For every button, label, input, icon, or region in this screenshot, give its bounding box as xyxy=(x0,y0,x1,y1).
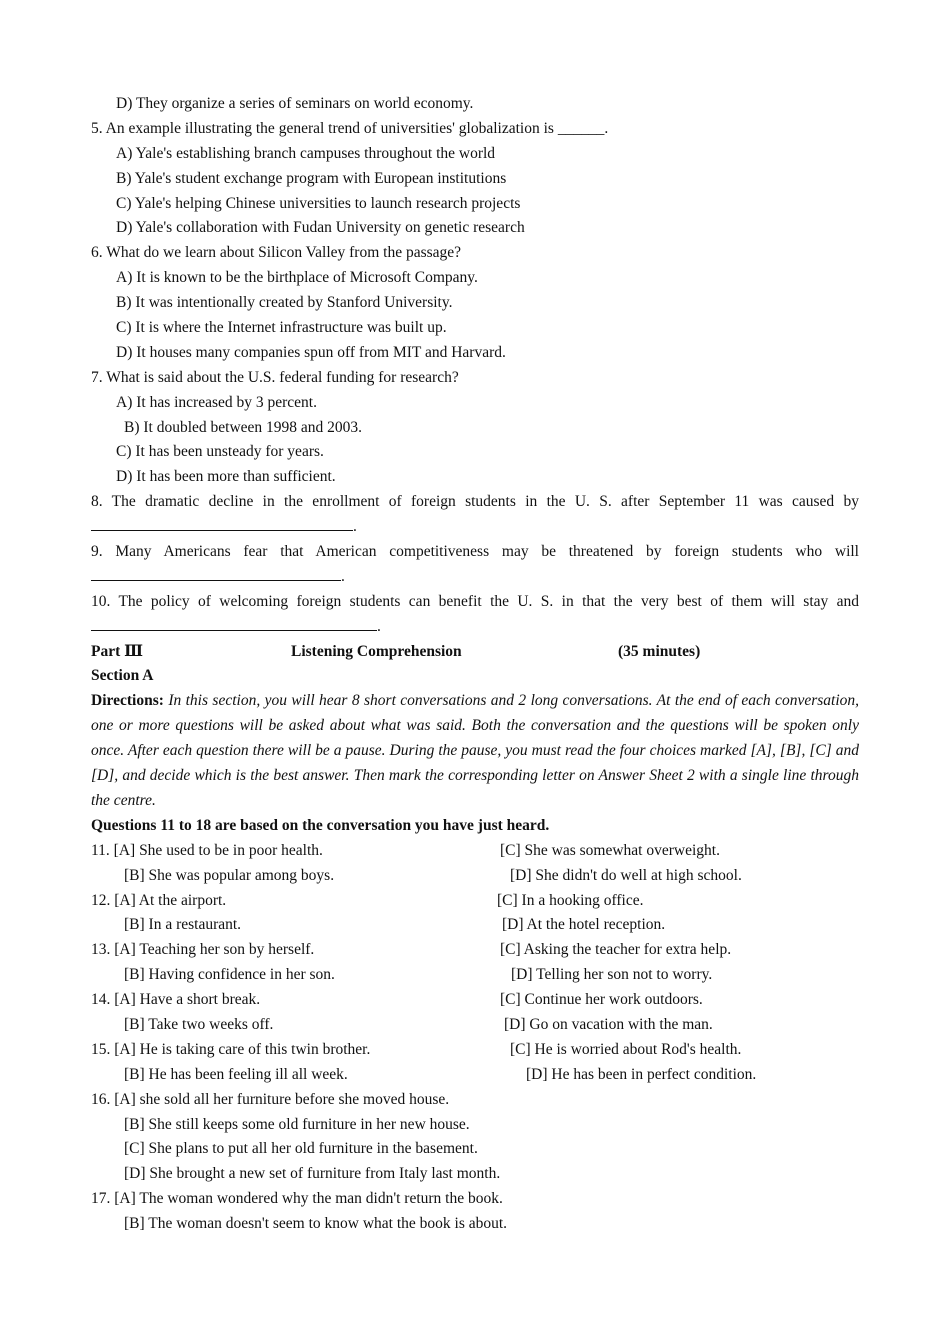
q9-answer-blank[interactable] xyxy=(91,566,341,581)
q8-stem: 8. The dramatic decline in the enrollment of foreign students in the U. S. after September 11 was caused by xyxy=(91,493,859,511)
section-title: Section A xyxy=(91,667,154,685)
q11-row-2 xyxy=(91,864,859,889)
q12-option-a: 12. [A] At the airport. xyxy=(91,891,227,909)
q7-option-a: A) It has increased by 3 percent. xyxy=(116,393,317,411)
q13-row-2 xyxy=(91,963,859,988)
q5-option-b: B) Yale's student exchange program with European institutions xyxy=(116,169,507,187)
q8-answer-line: . xyxy=(91,515,859,540)
q10-answer-line: . xyxy=(91,615,859,640)
q12-row-2 xyxy=(91,913,859,938)
directions-label: Directions: xyxy=(91,692,164,710)
q10-stem: 10. The policy of welcoming foreign students can benefit the U. S. in that the very best of them will stay and xyxy=(91,592,859,610)
part-number: Part Ⅲ xyxy=(91,642,144,660)
q15-row-2 xyxy=(91,1063,859,1088)
part-title: Listening Comprehension xyxy=(291,642,462,660)
exam-page xyxy=(91,92,859,1237)
q11-option-d: [D] She didn't do well at high school. xyxy=(510,866,742,884)
part-time: (35 minutes) xyxy=(618,642,701,660)
q5-option-c: C) Yale's helping Chinese universities to launch research projects xyxy=(116,194,521,212)
q17-option-b: [B] The woman doesn't seem to know what the book is about. xyxy=(124,1215,508,1233)
q16-option-b: [B] She still keeps some old furniture in her new house. xyxy=(124,1115,470,1133)
q13-option-b: [B] Having confidence in her son. xyxy=(124,966,335,984)
q12-row-1 xyxy=(91,889,859,914)
q5-option-d: D) Yale's collaboration with Fudan University on genetic research xyxy=(116,219,525,237)
q15-option-d: [D] He has been in perfect condition. xyxy=(526,1065,757,1083)
q6-stem: 6. What do we learn about Silicon Valley from the passage? xyxy=(91,244,462,262)
q7-option-c: C) It has been unsteady for years. xyxy=(116,443,324,461)
q12-option-c: [C] In a hooking office. xyxy=(497,891,644,909)
q15-option-c: [C] He is worried about Rod's health. xyxy=(510,1040,742,1058)
q12-option-d: [D] At the hotel reception. xyxy=(502,916,666,934)
q6-option-d: D) It houses many companies spun off from MIT and Harvard. xyxy=(116,343,506,361)
q6-option-c: C) It is where the Internet infrastructure was built up. xyxy=(116,319,447,337)
q13-option-c: [C] Asking the teacher for extra help. xyxy=(500,941,732,959)
directions xyxy=(91,689,859,814)
q7-option-b: B) It doubled between 1998 and 2003. xyxy=(124,418,363,436)
q13-row-1 xyxy=(91,938,859,963)
q7-option-d: D) It has been more than sufficient. xyxy=(116,468,336,486)
q12-option-b: [B] In a restaurant. xyxy=(124,916,242,934)
q14-option-d: [D] Go on vacation with the man. xyxy=(504,1016,713,1034)
q17-option-a: 17. [A] The woman wondered why the man didn't return the book. xyxy=(91,1190,503,1208)
q16-option-d: [D] She brought a new set of furniture from Italy last month. xyxy=(124,1165,501,1183)
q14-option-a: 14. [A] Have a short break. xyxy=(91,991,261,1009)
q5-stem: 5. An example illustrating the general trend of universities' globalization is ______. xyxy=(91,119,609,137)
q15-row-1 xyxy=(91,1038,859,1063)
q8-answer-blank[interactable] xyxy=(91,516,353,531)
q6-option-a: A) It is known to be the birthplace of Microsoft Company. xyxy=(116,269,478,287)
q13-option-d: [D] Telling her son not to worry. xyxy=(511,966,713,984)
q10-answer-blank[interactable] xyxy=(91,616,377,631)
q7-stem: 7. What is said about the U.S. federal funding for research? xyxy=(91,368,459,386)
q6-option-b: B) It was intentionally created by Stanford University. xyxy=(116,294,453,312)
q11-option-a: 11. [A] She used to be in poor health. xyxy=(91,841,323,859)
q4-option-d: D) They organize a series of seminars on world economy. xyxy=(116,95,474,112)
q14-row-2 xyxy=(91,1013,859,1038)
part3-header xyxy=(91,640,859,665)
q11-option-c: [C] She was somewhat overweight. xyxy=(500,841,720,859)
q15-option-b: [B] He has been feeling ill all week. xyxy=(124,1065,348,1083)
q11-row-1 xyxy=(91,839,859,864)
q11-option-b: [B] She was popular among boys. xyxy=(124,866,335,884)
q5-option-a: A) Yale's establishing branch campuses throughout the world xyxy=(116,144,496,162)
q16-option-c: [C] She plans to put all her old furniture in the basement. xyxy=(124,1140,478,1158)
q9-answer-line: . xyxy=(91,565,859,590)
q14-option-b: [B] Take two weeks off. xyxy=(124,1016,274,1034)
q14-row-1 xyxy=(91,988,859,1013)
q14-option-c: [C] Continue her work outdoors. xyxy=(500,991,703,1009)
q16-option-a: 16. [A] she sold all her furniture before she moved house. xyxy=(91,1090,450,1108)
q15-option-a: 15. [A] He is taking care of this twin brother. xyxy=(91,1040,371,1058)
questions-heading: Questions 11 to 18 are based on the conversation you have just heard. xyxy=(91,816,550,834)
q13-option-a: 13. [A] Teaching her son by herself. xyxy=(91,941,315,959)
q9-stem: 9. Many Americans fear that American competitiveness may be threatened by foreign students who will xyxy=(91,543,859,561)
directions-text: In this section, you will hear 8 short conversations and 2 long conversations. At the end of each conversation, one or more questions will be asked about what was said. Both the conversation and the questions will be spoken only once. After each question there will be a pause. During the pause, you must read the four choices marked [A], [B], [C] and [D], and decide which is the best answer. Then mark the corresponding letter on Answer Sheet 2 with a single line through the centre. xyxy=(91,692,859,809)
